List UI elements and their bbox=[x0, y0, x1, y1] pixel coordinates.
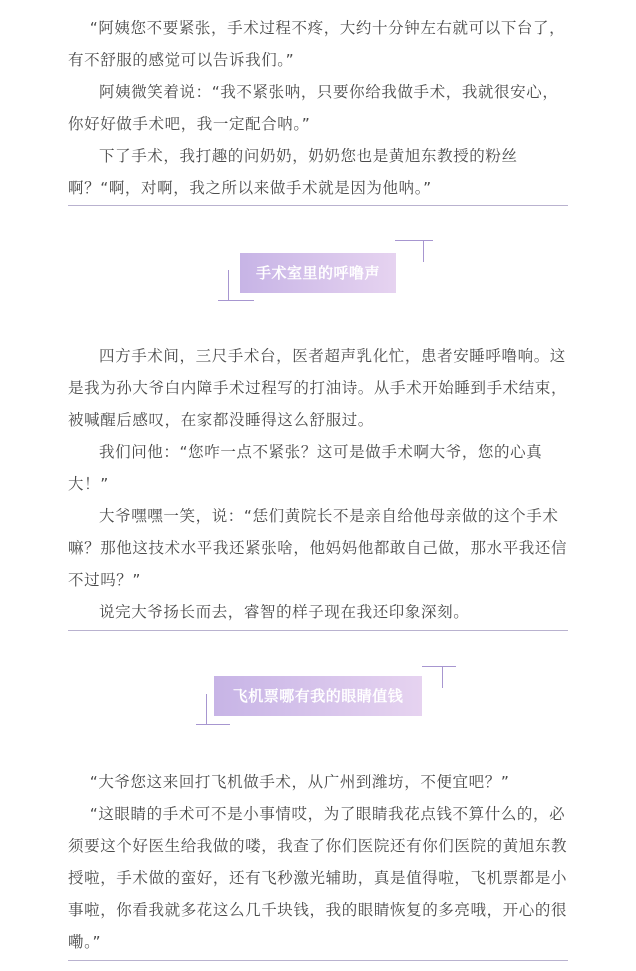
paragraph-5: 我们问他：“您咋一点不紧张？这可是做手术啊大爷，您的心真大！” bbox=[68, 443, 543, 493]
paragraph-6: 大爷嘿嘿一笑，说：“恁们黄院长不是亲自给他母亲做的这个手术嘛？那他这技术水平我还紧张啥，他妈妈他都敢自己做，那水平我还信不过吗？” bbox=[68, 507, 568, 589]
section-divider bbox=[68, 960, 568, 961]
section-heading-snoring: 手术室里的呼噜声 bbox=[240, 253, 396, 293]
section-heading-airfare: 飞机票哪有我的眼睛值钱 bbox=[214, 676, 422, 716]
section-divider bbox=[68, 205, 568, 206]
paragraph-7: 说完大爷扬长而去，睿智的样子现在我还印象深刻。 bbox=[99, 603, 470, 621]
paragraph-1: “阿姨您不要紧张，手术过程不疼，大约十分钟左右就可以下台了，有不舒服的感觉可以告诉我们。” bbox=[68, 19, 566, 69]
paragraph-8: “大爷您这来回打飞机做手术，从广州到潍坊，不便宜吧？” bbox=[89, 773, 510, 791]
section-divider bbox=[68, 630, 568, 631]
paragraph-2: 阿姨微笑着说：“我不紧张呐，只要你给我做手术，我就很安心，你好好做手术吧，我一定配合呐。” bbox=[68, 83, 559, 133]
paragraph-9: “这眼睛的手术可不是小事情哎，为了眼睛我花点钱不算什么的，必须要这个好医生给我做的喽，我查了你们医院还有你们医院的黄旭东教授啦，手术做的蛮好，还有飞秒激光辅助，真是值得啦，飞机票都是小事啦，你看我就多花这么几千块钱，我的眼睛恢复的多亮哦，开心的很嘞。” bbox=[68, 805, 568, 951]
paragraph-3: 下了手术，我打趣的问奶奶，奶奶您也是黄旭东教授的粉丝啊？“啊，对啊，我之所以来做手术就是因为他呐。” bbox=[68, 147, 518, 197]
paragraph-4: 四方手术间，三尺手术台，医者超声乳化忙，患者安睡呼噜响。这是我为孙大爷白内障手术过程写的打油诗。从手术开始睡到手术结束，被喊醒后感叹，在家都没睡得这么舒服过。 bbox=[68, 347, 568, 429]
